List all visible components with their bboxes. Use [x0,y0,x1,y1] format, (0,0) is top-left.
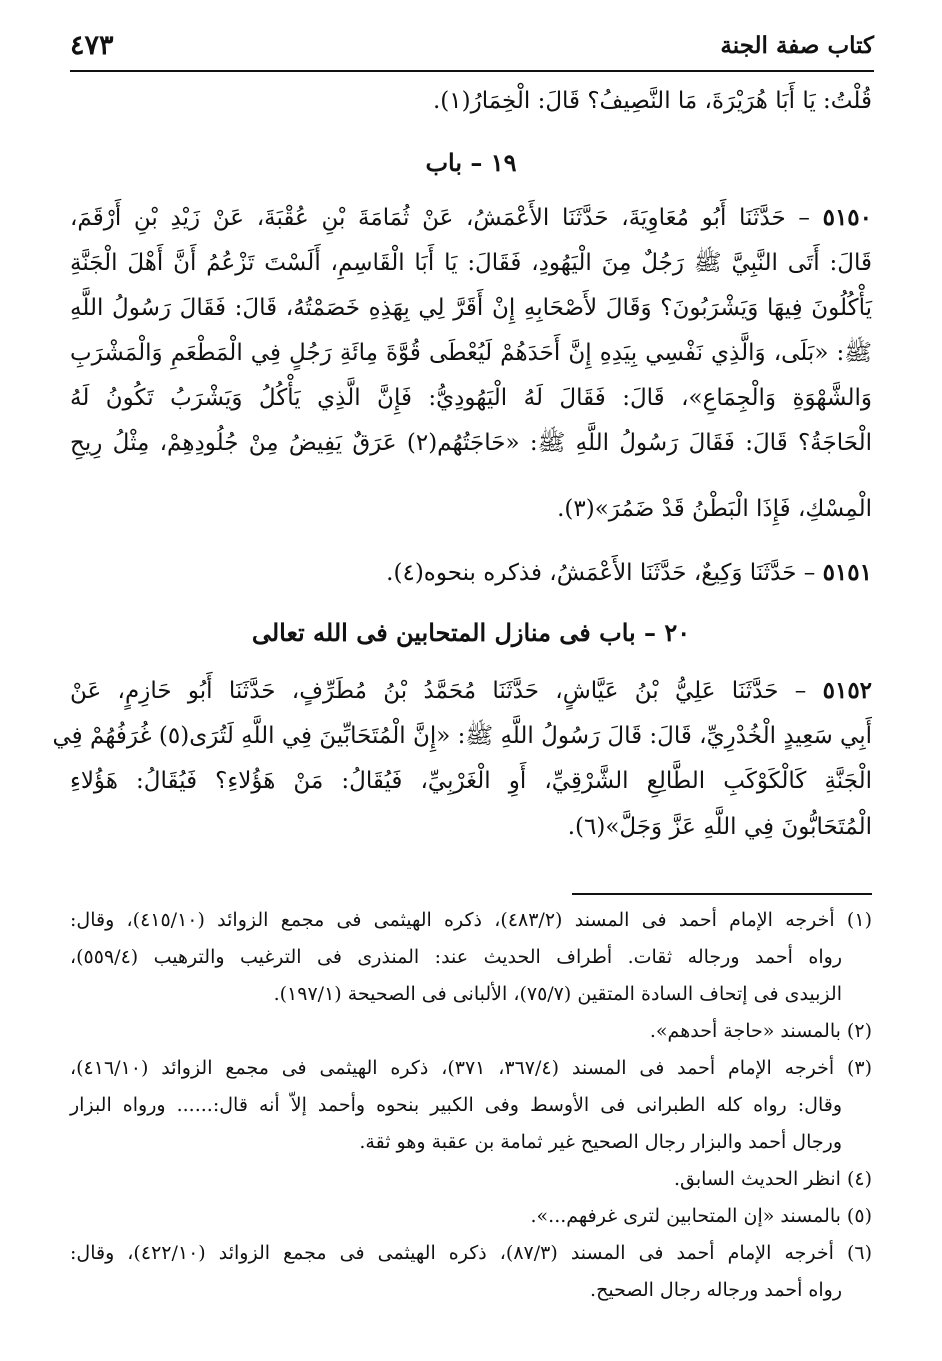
hadith-5150-line-6: الْحَاجَةُ؟ قَالَ: فَقَالَ رَسُولُ اللَّهِ ﷺ: «حَاجَتُهُم(٢) عَرَقٌ يَفِيضُ مِنْ جُلُودِهِمْ، مِثْلُ رِيحِ [70,430,872,456]
chapter-20-heading: ٢٠ – باب فى منازل المتحابين فى الله تعالى [251,618,691,647]
hadith-5150-number: ٥١٥٠ [822,204,873,231]
hadith-5152-line-4: الْمُتَحَابُّونَ فِي اللَّهِ عَزَّ وَجَلَّ»(٦). [567,814,872,840]
footnote-1-line-1: (١) أخرجه الإمام أحمد فى المسند (٤٨٣/٢)، ذكره الهيثمى فى مجمع الزوائد (٤١٥/١٠)، وقال: [70,909,872,931]
footnote-4: (٤) انظر الحديث السابق. [673,1168,872,1190]
hadith-5150-line-5: وَالشَّهْوَةِ وَالْجِمَاعِ»، قَالَ: فَقَالَ لَهُ الْيَهُودِيُّ: فَإِنَّ الَّذِي يَأْكُلُ وَيَشْرَبُ تَكُونُ لَهُ [70,385,872,411]
footnote-5: (٥) بالمسند «إن المتحابين لترى غرفهم...». [530,1205,872,1227]
hadith-5152-line-3: الْجَنَّةِ كَالْكَوْكَبِ الطَّالِعِ الشَّرْقِيِّ، أَوِ الْغَرْبِيِّ، فَيُقَالُ: مَنْ هَؤُلاءِ؟ فَيُقَالُ: هَؤُلاءِ [70,768,872,794]
footnote-3-line-1: (٣) أخرجه الإمام أحمد فى المسند (٣٦٧/٤، ٣٧١)، ذكره الهيثمى فى مجمع الزوائد (٤١٦/١٠)، [70,1057,873,1079]
intro-line: قُلْتُ: يَا أَبَا هُرَيْرَةَ، مَا النَّصِيفُ؟ قَالَ: الْخِمَارُ(١). [432,88,872,114]
footnote-1-line-3: الزبيدى فى إتحاف السادة المتقين (٧٥/٧)، الألبانى فى الصحيحة (١٩٧/١). [273,983,842,1005]
footnote-6-line-2: رواه أحمد ورجاله رجال الصحيح. [590,1279,842,1301]
footnote-6-line-1: (٦) أخرجه الإمام أحمد فى المسند (٨٧/٣)، ذكره الهيثمى فى مجمع الزوائد (٤٢٢/١٠)، وقال: [70,1242,872,1264]
footnote-3-line-2: وقال: رواه كله الطبرانى فى الأوسط وفى الكبير بنحوه وأحمد إلاّ أنه قال:...... ورواه البزار [70,1094,842,1116]
hadith-5152-line-1: ٥١٥٢ – حَدَّثَنَا عَلِيُّ بْنُ عَيَّاشٍ، حَدَّثَنَا مُحَمَّدُ بْنُ مُطَرِّفٍ، حَدَّثَنَا أَبُو حَازِمٍ، عَنْ [70,677,873,704]
page-header [70,30,874,66]
page-number: ٤٧٣ [70,30,114,61]
footnote-3-line-3: ورجال أحمد والبزار رجال الصحيح غير ثمامة بن عقبة وهو ثقة. [359,1131,842,1153]
footnote-divider [572,893,872,895]
running-title: كتاب صفة الجنة [720,32,874,59]
chapter-19-heading: ١٩ – باب [425,148,517,177]
hadith-5152-text-1: حَدَّثَنَا عَلِيُّ بْنُ عَيَّاشٍ، حَدَّثَنَا مُحَمَّدُ بْنُ مُطَرِّفٍ، حَدَّثَنَا أَبُو حَازِمٍ، عَنْ [70,678,779,704]
hadith-5150-line-1: ٥١٥٠ – حَدَّثَنَا أَبُو مُعَاوِيَةَ، حَدَّثَنَا الأَعْمَشُ، عَنْ ثُمَامَةَ بْنِ عُقْبَةَ، عَنْ زَيْدِ بْنِ أَرْقَمَ، [70,204,873,231]
hadith-5151-text: حَدَّثَنَا وَكِيعٌ، حَدَّثَنَا الأَعْمَشُ، فذكره بنحوه(٤). [386,560,797,586]
footnote-2: (٢) بالمسند «حاجة أحدهم». [649,1020,872,1042]
hadith-5152-line-2: أَبِي سَعِيدٍ الْخُدْرِيِّ، قَالَ: قَالَ رَسُولُ اللَّهِ ﷺ: «إِنَّ الْمُتَحَابِّينَ فِي اللَّهِ لَتُرَى(٥) غُرَفُهُمْ فِي [52,723,872,749]
hadith-5150-line-3: يَأْكُلُونَ فِيهَا وَيَشْرَبُونَ؟ وَقَالَ لأَصْحَابِهِ إِنْ أَقَرَّ لِي بِهَذِهِ خَصَمْتُهُ، قَالَ: فَقَالَ رَسُولُ اللَّهِ [70,295,872,321]
hadith-5150-line-4: ﷺ: «بَلَى، وَالَّذِي نَفْسِي بِيَدِهِ إِنَّ أَحَدَهُمْ لَيُعْطَى قُوَّةَ مِائَةِ رَجُلٍ فِي الْمَطْعَمِ وَالْمَشْرَبِ [70,340,872,366]
hadith-5151-number: ٥١٥١ [822,559,872,586]
hadith-5150-text-1: حَدَّثَنَا أَبُو مُعَاوِيَةَ، حَدَّثَنَا الأَعْمَشُ، عَنْ ثُمَامَةَ بْنِ عُقْبَةَ، عَنْ زَيْدِ بْنِ أَرْقَمَ، [70,205,786,231]
hadith-5150-line-7: الْمِسْكِ، فَإِذَا الْبَطْنُ قَدْ ضَمُرَ»(٣). [557,496,872,522]
footnote-1-line-2: رواه أحمد ورجاله ثقات. أطراف الحديث عند: المنذرى فى الترغيب والترهيب (٥٥٩/٤)، [70,946,842,968]
header-divider [70,70,874,72]
hadith-5151: ٥١٥١ – حَدَّثَنَا وَكِيعٌ، حَدَّثَنَا الأَعْمَشُ، فذكره بنحوه(٤). [386,559,872,586]
hadith-5152-number: ٥١٥٢ [822,677,873,704]
hadith-5150-line-2: قَالَ: أَتَى النَّبِيَّ ﷺ رَجُلٌ مِنَ الْيَهُودِ، فَقَالَ: يَا أَبَا الْقَاسِمِ، أَلَسْتَ تَزْعُمُ أَنَّ أَهْلَ الْجَنَّةِ [70,250,872,276]
